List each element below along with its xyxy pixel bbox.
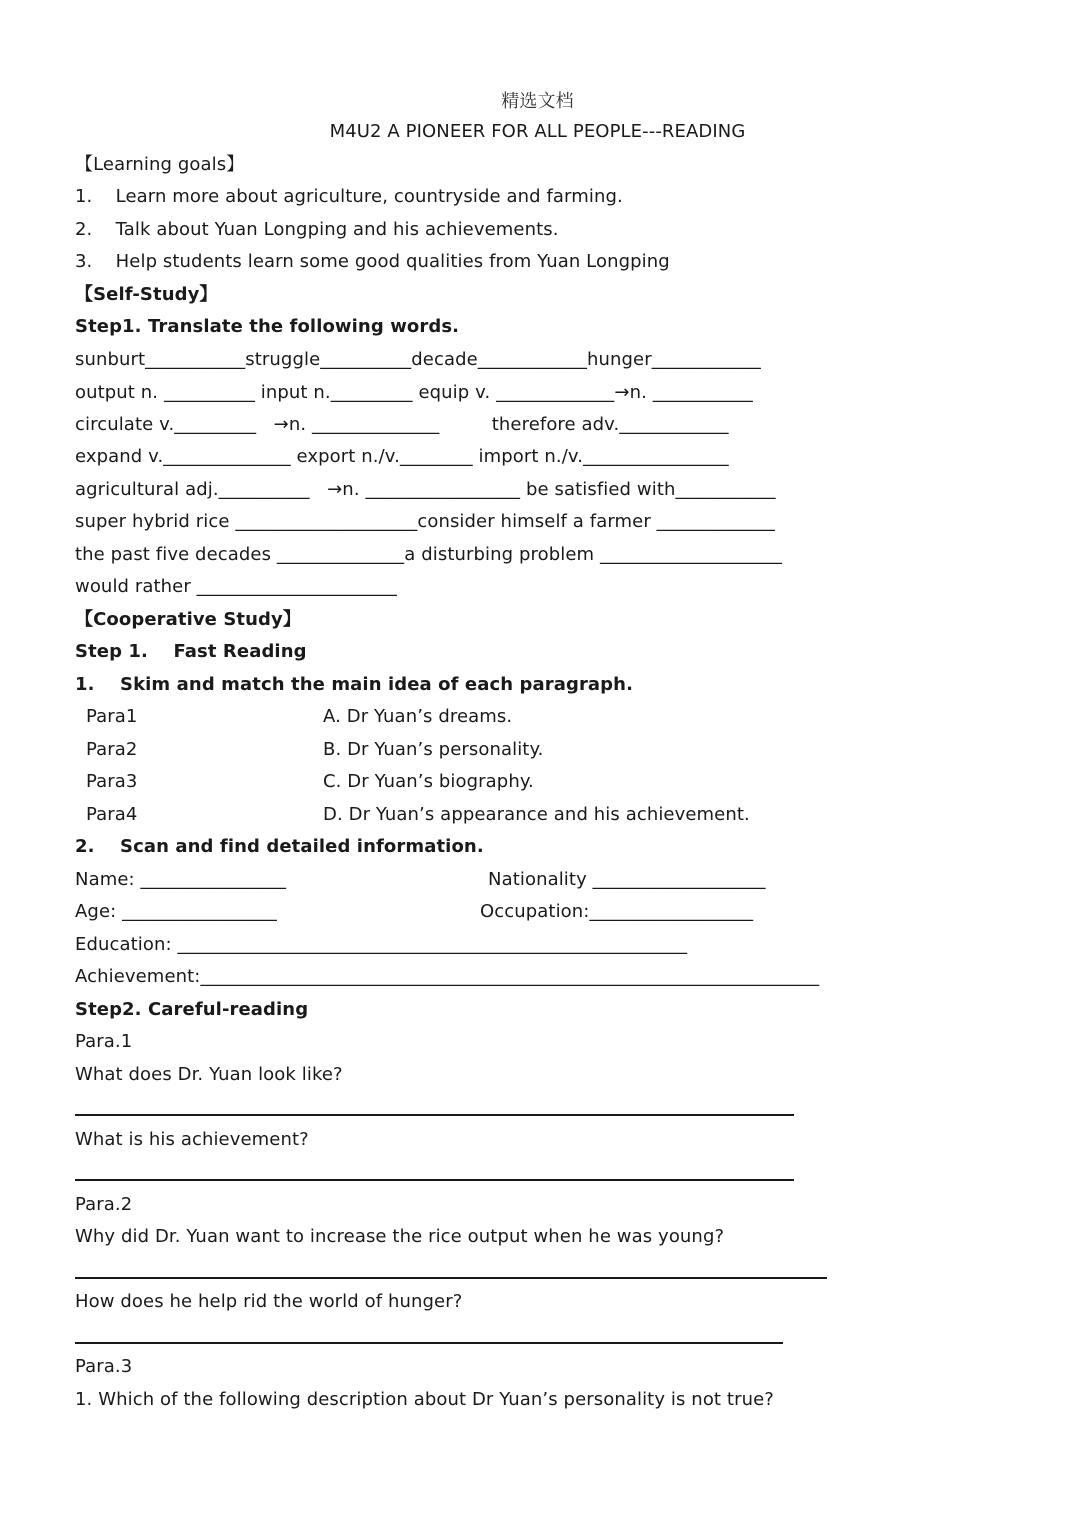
match-idea: C. Dr Yuan’s biography. <box>323 771 534 792</box>
info-name: Name: ________________ <box>75 869 287 890</box>
answer-line <box>75 1342 783 1344</box>
para-label: Para.1 <box>75 1031 133 1052</box>
vocab-line: the past five decades ______________a disturbing problem ____________________ <box>75 544 782 565</box>
learning-goal-item: 3. Help students learn some good qualities from Yuan Longping <box>75 251 670 272</box>
vocab-line: agricultural adj.__________ →n. _________________ be satisfied with___________ <box>75 479 776 500</box>
question: Why did Dr. Yuan want to increase the rice output when he was young? <box>75 1226 725 1247</box>
skim-task: 1. Skim and match the main idea of each paragraph. <box>75 674 634 695</box>
info-age: Age: _________________ <box>75 901 277 922</box>
match-para: Para1 <box>86 706 138 727</box>
vocab-line: output n. __________ input n._________ equip v. _____________→n. ___________ <box>75 382 753 403</box>
self-study-step: Step1. Translate the following words. <box>75 316 460 337</box>
match-para: Para4 <box>86 804 138 825</box>
match-idea: B. Dr Yuan’s personality. <box>323 739 544 760</box>
learning-goal-item: 1. Learn more about agriculture, countryside and farming. <box>75 186 623 207</box>
document-header-label: 精选文档 <box>501 91 574 112</box>
question: 1. Which of the following description about Dr Yuan’s personality is not true? <box>75 1389 774 1410</box>
match-idea: D. Dr Yuan’s appearance and his achievement. <box>323 804 750 825</box>
cooperative-study-heading: 【Cooperative Study】 <box>75 609 301 630</box>
answer-line <box>75 1114 794 1116</box>
vocab-line: super hybrid rice ____________________consider himself a farmer _____________ <box>75 511 775 532</box>
vocab-line: expand v.______________ export n./v.________ import n./v.________________ <box>75 446 729 467</box>
match-idea: A. Dr Yuan’s dreams. <box>323 706 513 727</box>
question: How does he help rid the world of hunger? <box>75 1291 463 1312</box>
vocab-line: circulate v._________ →n. ______________ therefore adv.____________ <box>75 414 729 435</box>
answer-line <box>75 1277 827 1279</box>
question: What does Dr. Yuan look like? <box>75 1064 343 1085</box>
vocab-line: would rather ______________________ <box>75 576 397 597</box>
vocab-line: sunburt___________struggle__________decade____________hunger____________ <box>75 349 761 370</box>
info-occupation: Occupation:__________________ <box>480 901 754 922</box>
learning-goal-item: 2. Talk about Yuan Longping and his achievements. <box>75 219 559 240</box>
para-label: Para.2 <box>75 1194 133 1215</box>
info-education: Education: ________________________________________________________ <box>75 934 688 955</box>
learning-goals-heading: 【Learning goals】 <box>75 154 245 175</box>
careful-reading-step: Step2. Careful-reading <box>75 999 309 1020</box>
match-para: Para3 <box>86 771 138 792</box>
match-para: Para2 <box>86 739 138 760</box>
self-study-heading: 【Self-Study】 <box>75 284 218 305</box>
page-title: M4U2 A PIONEER FOR ALL PEOPLE---READING <box>329 121 746 142</box>
scan-task: 2. Scan and find detailed information. <box>75 836 484 857</box>
info-nationality: Nationality ___________________ <box>488 869 766 890</box>
info-achievement: Achievement:____________________________________________________________________ <box>75 966 820 987</box>
answer-line <box>75 1179 794 1181</box>
question: What is his achievement? <box>75 1129 309 1150</box>
fast-reading-step: Step 1. Fast Reading <box>75 641 307 662</box>
para-label: Para.3 <box>75 1356 133 1377</box>
